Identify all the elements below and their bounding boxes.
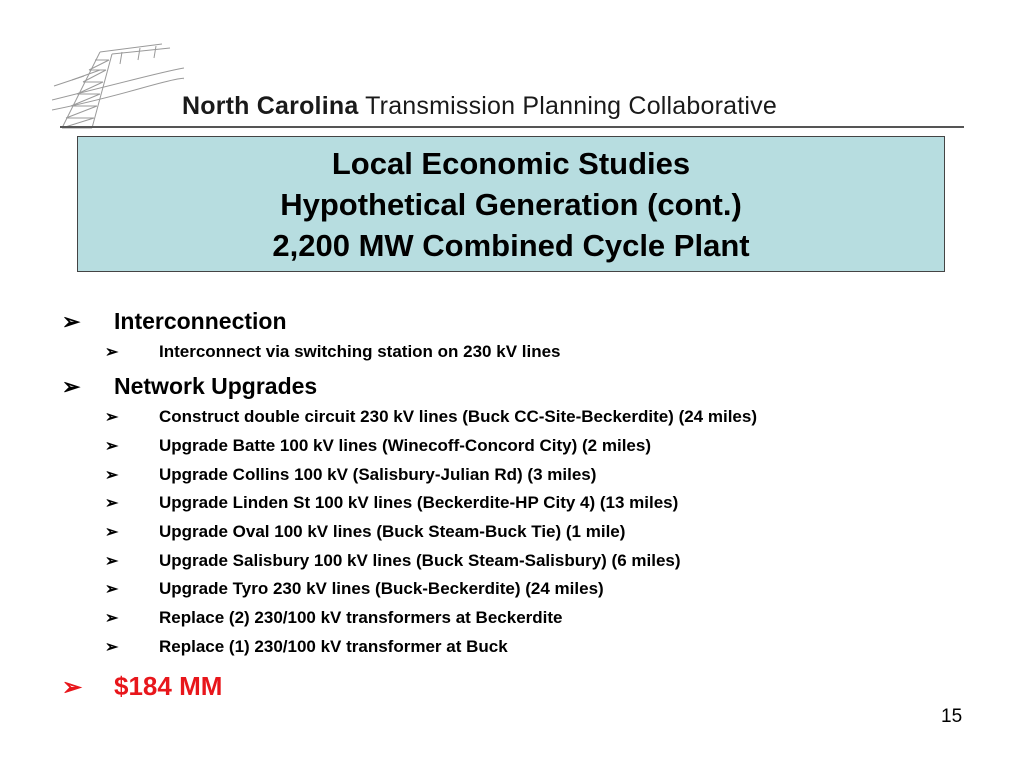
list-item-text: Upgrade Salisbury 100 kV lines (Buck Steam-Salisbury) (6 miles) [159,551,681,570]
bullet-arrow-icon: ➢ [105,581,119,598]
bullet-arrow-icon: ➢ [105,467,119,484]
bullet-arrow-icon: ➢ [105,639,119,656]
organization-name [182,92,777,121]
bullet-arrow-icon: ➢ [105,610,119,627]
bullet-arrow-icon: ➢ [105,409,119,426]
total-cost-value: $184 MM [114,671,223,701]
list-item-text: Replace (1) 230/100 kV transformer at Buck [159,637,508,656]
bullet-arrow-icon: ➢ [105,438,119,455]
title-line-2: Hypothetical Generation (cont.) [280,186,742,222]
header-divider [60,126,964,128]
list-item-text: Upgrade Oval 100 kV lines (Buck Steam-Buck Tie) (1 mile) [159,522,626,541]
list-item-text: Interconnect via switching station on 230 kV lines [159,342,561,361]
section-label: Interconnection [114,308,287,334]
bullet-arrow-icon: ➢ [62,374,81,399]
section-label: Network Upgrades [114,373,318,399]
title-line-1: Local Economic Studies [331,145,691,181]
list-item-text: Upgrade Collins 100 kV (Salisbury-Julian Rd) (3 miles) [159,465,597,484]
slide-title-box [77,136,945,272]
transmission-tower-icon [52,40,184,130]
list-item-text: Upgrade Batte 100 kV lines (Winecoff-Concord City) (2 miles) [159,436,651,455]
list-item-text: Upgrade Tyro 230 kV lines (Buck-Beckerdite) (24 miles) [159,579,604,598]
bullet-arrow-icon: ➢ [105,553,119,570]
title-line-3: 2,200 MW Combined Cycle Plant [272,227,750,263]
bullet-arrow-icon: ➢ [105,524,119,541]
bullet-arrow-icon: ➢ [105,495,119,512]
organization-name-rest: Transmission Planning Collaborative [365,92,777,120]
list-item-text: Upgrade Linden St 100 kV lines (Beckerdite-HP City 4) (13 miles) [159,493,679,512]
slide-header [0,0,1024,132]
list-item-text: Construct double circuit 230 kV lines (Buck CC-Site-Beckerdite) (24 miles) [159,407,757,426]
bullet-arrow-icon: ➢ [105,344,119,361]
bullet-arrow-icon: ➢ [62,309,81,334]
list-item-text: Replace (2) 230/100 kV transformers at Beckerdite [159,608,563,627]
organization-name-bold: North Carolina [182,92,359,120]
bullet-arrow-icon: ➢ [62,674,83,701]
page-number: 15 [941,706,963,727]
